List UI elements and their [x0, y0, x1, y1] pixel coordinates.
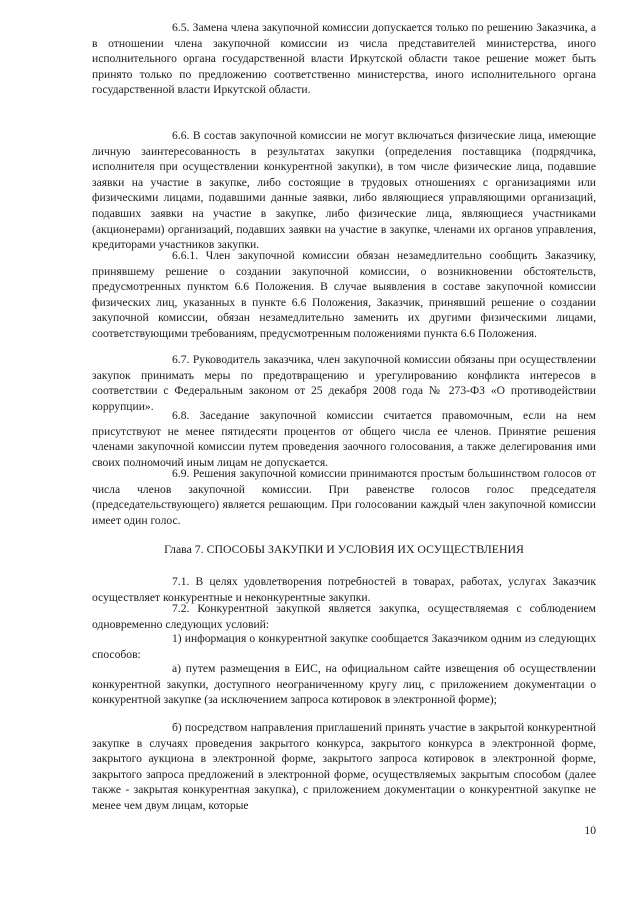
clause-number: 6.5. — [172, 21, 190, 34]
clause-number: 7.2. — [172, 602, 190, 615]
clause-number: 7.1. — [172, 575, 190, 588]
clause-text: Руководитель заказчика, член закупочной комиссии обязаны при осуществлении закупок принимать меры по предотвращению и урегулированию конфликта интересов в соответствии с Федеральным законом от 25 декабря 2008 года № 273-ФЗ «О противодействии коррупции». — [92, 353, 597, 413]
page-number: 10 — [584, 824, 596, 837]
clause-number: 6.7. — [172, 353, 190, 366]
clause-number: 6.6.1. — [172, 249, 199, 262]
clause-text: путем размещения в ЕИС, на официальном сайте извещения об осуществлении конкурентной закупки, доступного неограниченному кругу лиц, с приложением документации о конкурентной закупке (за исключением запроса котировок в электронной форме); — [92, 662, 596, 707]
clause-text: Заседание закупочной комиссии считается правомочным, если на нем присутствуют не менее пятидесяти процентов от общего числа ее членов. Принятие решения членами закупочной комиссии путем проведения заочного голосования, а также делегирования ими своих полномочий иным лицам не допускается. — [92, 409, 597, 469]
subitem-a — [92, 661, 596, 708]
paragraph-7-2 — [92, 601, 596, 632]
clause-number: б) — [172, 721, 182, 734]
clause-number: 1) — [172, 632, 182, 645]
clause-number: а) — [172, 662, 182, 675]
clause-number: 6.6. — [172, 129, 190, 142]
clause-text: В целях удовлетворения потребностей в товарах, работах, услугах Заказчик осуществляет конкурентные и неконкурентные закупки. — [92, 575, 597, 604]
clause-text: Замена члена закупочной комиссии допускается только по решению Заказчика, а в отношении члена закупочной комиссии из числа представителей министерства, иного исполнительного органа государственной власти Иркутской области такое решение может быть принято только по предложению соответственно министерства, иного исполнительного органа государственной власти Иркутской области. — [92, 21, 597, 97]
subitem-1 — [92, 631, 596, 662]
paragraph-6-9 — [92, 466, 596, 528]
paragraph-6-5 — [92, 20, 596, 98]
paragraph-6-7 — [92, 352, 596, 414]
clause-text: Решения закупочной комиссии принимаются простым большинством голосов от числа членов закупочной комиссии. При равенстве голосов голос председателя (председательствующего) является решающим. При голосовании каждый член закупочной комиссии имеет один голос. — [92, 467, 596, 527]
clause-text: посредством направления приглашений принять участие в закрытой конкурентной закупке в случаях проведения закрытого конкурса, закрытого конкурса в электронной форме, закрытого аукциона в электронной форме, закрытого запроса котировок в электронной форме, закрытого запроса предложений в электронной форме, осуществляемых закрытым способом (далее также - закрытая конкурентная закупка), с приложением документации о конкурентной закупке не менее чем двум лицам, которые — [92, 721, 596, 812]
clause-text: Конкурентной закупкой является закупка, осуществляемая с соблюдением одновременно следующих условий: — [92, 602, 596, 631]
subitem-b — [92, 720, 596, 814]
clause-text: информация о конкурентной закупке сообщается Заказчиком одним из следующих способов: — [92, 632, 596, 661]
paragraph-6-6 — [92, 128, 596, 253]
clause-text: В состав закупочной комиссии не могут включаться физические лица, имеющие личную заинтересованность в результатах закупки (определения поставщика (подрядчика, исполнителя при осуществлении конкурентной закупки), в том числе физические лица, подавшие заявки на участие в закупке, либо состоящие в трудовых отношениях с организациями или физическими лицами, подавшими данные заявки, либо являющиеся управляющими организаций, подавших заявки на участие в закупке, либо физические лица, являющиеся участниками (акционерами) организаций, подавших заявки на участие в закупке, членами их органов управления, кредиторами участников закупки. — [92, 129, 596, 252]
clause-number: 6.9. — [172, 467, 190, 480]
chapter-heading: Глава 7. СПОСОБЫ ЗАКУПКИ И УСЛОВИЯ ИХ ОСУЩЕСТВЛЕНИЯ — [164, 542, 524, 556]
paragraph-6-8 — [92, 408, 596, 470]
paragraph-6-6-1 — [92, 248, 596, 342]
clause-number: 6.8. — [172, 409, 190, 422]
clause-text: Член закупочной комиссии обязан незамедлительно сообщить Заказчику, принявшему решение о создании закупочной комиссии, о возникновении обстоятельств, предусмотренных пунктом 6.6 Положения. В случае выявления в составе закупочной комиссии физических лиц, указанных в пункте 6.6 Положения, Заказчик, принявший решение о создании закупочной комиссии, обязан незамедлительно заменить их другими физическими лицами, соответствующими требованиям, предусмотренным положениями пункта 6.6 Положения. — [92, 249, 596, 340]
